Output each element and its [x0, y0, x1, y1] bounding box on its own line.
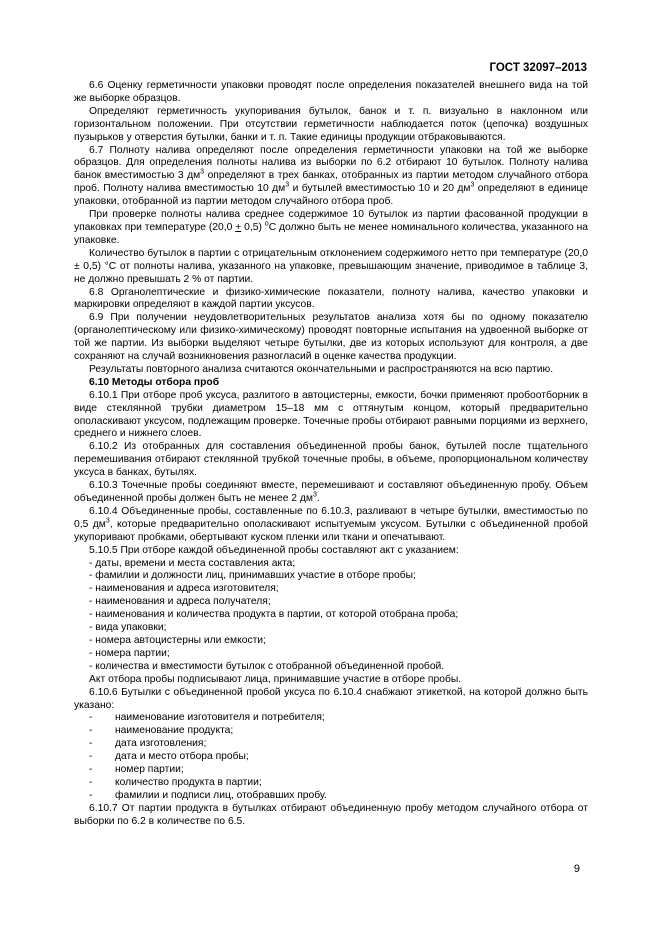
- text-span: определяют в единице упаковки, отобранной из партии методом случайного отбора проб.: [74, 183, 589, 208]
- dash-marker: -: [89, 764, 93, 776]
- list-item-text: номер партии;: [115, 764, 184, 776]
- list-item-text: количество продукта в партии;: [115, 776, 262, 788]
- paragraph: 6.10.1 При отборе проб уксуса, разлитого в автоцистерны, емкости, бочки применяют пробоотборник в виде стеклянной трубки диаметром 15–18 мм с оттянутым концом, который предварительно ополаскивают уксусом, подлежащим проверке. Точечные пробы отбирают равными порциями из верхнего, среднего и нижнего слоев.: [74, 389, 588, 440]
- list-item: - количества и вместимости бутылок с отобранной объединенной пробой.: [89, 660, 445, 672]
- paragraph: [74, 506, 588, 545]
- paragraph: Результаты повторного анализа считаются окончательными и распространяются на всю партию.: [89, 363, 554, 375]
- superscript: 3: [470, 181, 475, 189]
- text-span: .: [316, 493, 320, 504]
- text-span: 6.10.4 Объединенные пробы, составленные по 6.10.3, разливают в четыре бутылки, вместимостью по 0,5 дм: [74, 505, 588, 530]
- list-item: - номера партии;: [89, 647, 170, 659]
- superscript: о: [264, 220, 269, 228]
- text-span: 6.7 Полноту налива определяют после определения герметичности упаковки на той же выборке образцов. Для определения полноты налива из выборки по 6.2 отбирают 10 бутылок. Полноту налива банок вместимостью 3 дм: [74, 144, 588, 182]
- list-item: - фамилии и должности лиц, принимавших участие в отборе пробы;: [89, 570, 416, 582]
- list-item: [74, 790, 588, 803]
- superscript: 3: [312, 491, 317, 499]
- paragraph: 5.10.5 При отборе каждой объединенной пробы составляют акт с указанием:: [89, 544, 459, 556]
- paragraph: 6.10.7 От партии продукта в бутылках отбирают объединенную пробу методом случайного отбора от выборки по 6.2 в количестве по 6.5.: [74, 802, 588, 827]
- list-item: [74, 725, 588, 738]
- text-span: 6.10.3 Точечные пробы соединяют вместе, перемешивают и составляют объединенную пробу. Объем объединенной пробы должен быть не менее 2 дм: [74, 480, 588, 504]
- superscript: 3: [105, 517, 110, 525]
- plus-minus-sign: +: [235, 221, 242, 233]
- list-item: [74, 764, 588, 777]
- list-item: - наименования и адреса изготовителя;: [89, 583, 279, 595]
- paragraph: Определяют герметичность укупоривания бутылок, банок и т. п. визуально в наклонном или горизонтальном положении. При отсутствии герметичности наблюдается поток (цепочка) воздушных пузырьков у отверстия бутылки, банки и т. п. Такие единицы продукции отбраковываются.: [74, 105, 588, 143]
- paragraph: Количество бутылок в партии с отрицательным отклонением содержимого нетто при температуре (20,0 ± 0,5) °С от полноты налива, указанного на упаковке, превышающим значение, приводимое в таблице 3, не должно превышать 2 % от партии.: [74, 247, 588, 285]
- list-item-text: фамилии и подписи лиц, отобравших пробу.: [115, 789, 327, 801]
- document-code: ГОСТ 32097–2013: [489, 62, 587, 74]
- paragraph: [74, 480, 588, 506]
- list-item: [74, 751, 588, 764]
- paragraph: 6.6 Оценку герметичности упаковки проводят после определения показателей внешнего вида на той же выборке образцов.: [74, 80, 588, 104]
- list-item: - вида упаковки;: [89, 622, 167, 634]
- dash-marker: -: [89, 751, 93, 763]
- paragraph: 6.10.2 Из отобранных для составления объединенной пробы банок, бутылей после тщательного перемешивания отбирают стеклянной трубкой точечные пробы, в объеме, пропорциональном количеству уксуса в банках, бутылях.: [74, 441, 588, 479]
- list-item-text: наименование изготовителя и потребителя;: [115, 712, 325, 724]
- paragraph: 6.10.6 Бутылки с объединенной пробой уксуса по 6.10.4 снабжают этикеткой, на которой должно быть указано:: [74, 686, 588, 711]
- paragraph: 6.9 При получении неудовлетворительных результатов анализа хотя бы по одному показателю (органолептическому или физико-химическому) проводят повторные испытания на удвоенной выборке от той же партии. Из выборки выделяют четыре бутылки, две из которых используют для контроля, а две сохраняют на случай возникновения разногласий в оценке качества продукции.: [74, 312, 588, 363]
- paragraph: [74, 209, 588, 248]
- list-item-text: дата и место отбора пробы;: [115, 751, 249, 763]
- text-span: , которые предварительно ополаскивают испытуемым уксусом. Бутылки с объединенной пробой укупоривают пробками, обертывают куском пленки или ткани и опечатывают.: [74, 518, 588, 543]
- section-heading: 6.10 Методы отбора проб: [89, 376, 220, 388]
- text-span: С должно быть не менее номинального количества, указанного на упаковке.: [74, 221, 588, 246]
- list-item-text: наименование продукта;: [115, 725, 234, 737]
- paragraph: 6.8 Органолептические и физико-химические показатели, полноту налива, качество упаковки и маркировки определяют в каждой партии уксусов.: [74, 286, 588, 311]
- dash-marker: -: [89, 776, 93, 788]
- superscript: 3: [285, 181, 290, 189]
- list-item: [74, 712, 588, 725]
- list-item: - номера автоцистерны или емкости;: [89, 634, 266, 646]
- superscript: 3: [200, 168, 205, 176]
- paragraph: [74, 145, 588, 210]
- list-item: - наименования и адреса получателя;: [89, 596, 271, 608]
- list-item: [74, 738, 588, 751]
- dash-marker: -: [89, 738, 93, 750]
- list-item-text: дата изготовления;: [115, 738, 207, 750]
- list-item: - даты, времени и места составления акта;: [89, 557, 296, 569]
- dash-marker: -: [89, 725, 93, 737]
- document-body: [74, 80, 588, 829]
- dash-marker: -: [89, 712, 93, 724]
- text-span: 0,5): [241, 221, 265, 233]
- list-item: - наименования и количества продукта в партии, от которой отобрана проба;: [89, 609, 459, 621]
- text-span: и бутылей вместимостью 10 и 20 дм: [289, 183, 471, 195]
- dash-marker: -: [89, 789, 93, 801]
- text-span: При проверке полноты налива среднее содержимое 10 бутылок из партии фасованной продукции в упаковках при температуре (20,0: [74, 209, 588, 233]
- page-number: 9: [573, 863, 580, 875]
- list-item: [74, 777, 588, 790]
- text-span: определяют в трех банках, отобранных из партии методом случайного отбора проб. Полноту налива вместимостью 10 дм: [74, 170, 588, 195]
- paragraph: Акт отбора пробы подписывают лица, принимавшие участие в отборе пробы.: [89, 673, 462, 685]
